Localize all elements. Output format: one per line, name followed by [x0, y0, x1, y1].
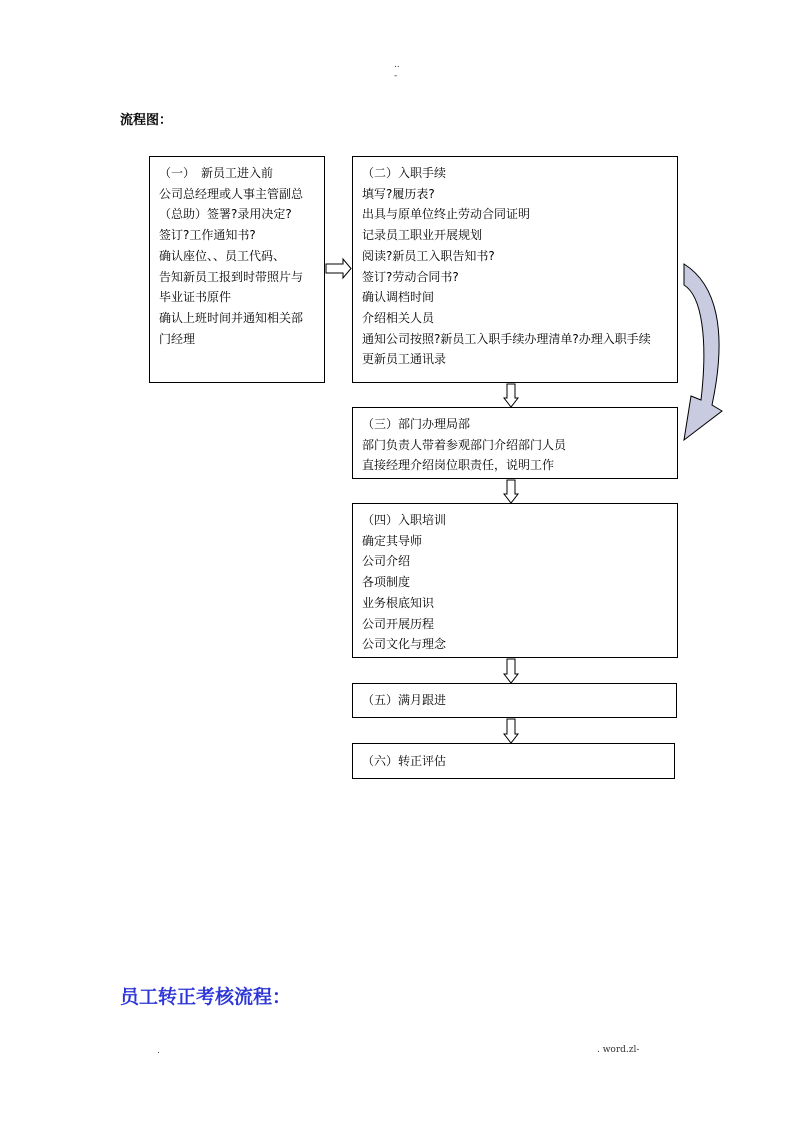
step-line: 更新员工通讯录 — [362, 352, 447, 367]
step-line: 签订?劳动合同书? — [362, 269, 459, 284]
step-line: 各项制度 — [362, 575, 411, 590]
step-line: 公司总经理或人事主管副总 — [159, 186, 304, 201]
flow-step-5 — [352, 683, 677, 718]
step-line: 告知新员工报到时带照片与 — [159, 269, 304, 284]
footer-right-mark: . word.zl- — [597, 1045, 640, 1055]
section-title: 员工转正考核流程： — [120, 986, 292, 1008]
step-line: （三）部门办理局部 — [362, 417, 471, 431]
step-line: 填写?履历表? — [362, 186, 435, 201]
step-line: 公司介绍 — [362, 554, 411, 569]
step-line: 介绍相关人员 — [362, 310, 435, 325]
right-arrow-icon — [326, 259, 351, 278]
step-line: 直接经理介绍岗位职责任，说明工作 — [362, 458, 555, 473]
flow-step-6 — [352, 743, 675, 779]
down-arrow-icon — [504, 480, 518, 503]
step-line: 确认上班时间并通知相关部 — [159, 310, 304, 325]
step-line: （一） 新员工进入前 — [159, 166, 274, 180]
down-arrow-icon — [504, 659, 518, 683]
step-line: 阅读?新员工入职告知书? — [362, 248, 495, 263]
step-line: （总助）签署?录用决定? — [159, 207, 292, 222]
step-line: 门经理 — [159, 331, 196, 346]
flow-step-1 — [149, 156, 325, 383]
step-line: 毕业证书原件 — [159, 290, 232, 305]
step-line: 记录员工职业开展规划 — [362, 228, 483, 243]
step-line: 业务根底知识 — [362, 595, 435, 610]
step-line: 公司开展历程 — [362, 616, 435, 631]
step-line: （四）入职培训 — [362, 513, 447, 527]
step-line: 部门负责人带着参观部门介绍部门人员 — [362, 437, 567, 452]
step-line: 签订?工作通知书? — [159, 228, 256, 243]
flow-step-2 — [352, 156, 678, 383]
down-arrow-icon — [504, 384, 518, 407]
header-mark-bottom: - — [394, 71, 398, 81]
step-line: 确定其导师 — [362, 533, 423, 548]
section-label: 流程图： — [120, 113, 173, 128]
step-line: 通知公司按照?新员工入职手续办理清单?办理入职手续 — [362, 331, 651, 346]
header-mark-top: .. — [394, 60, 400, 70]
curved-arrow-icon — [684, 264, 722, 440]
step-line: （二）入职手续 — [362, 166, 447, 180]
step-line: 确认座位、、员工代码、 — [159, 248, 286, 263]
down-arrow-icon — [504, 719, 518, 743]
flow-step-4 — [352, 503, 678, 658]
step-line: （六）转正评估 — [362, 754, 447, 768]
step-line: 确认调档时间 — [362, 290, 435, 305]
step-line: （五）满月跟进 — [362, 693, 447, 707]
flow-step-3 — [352, 407, 678, 479]
step-line: 出具与原单位终止劳动合同证明 — [362, 207, 531, 222]
step-line: 公司文化与理念 — [362, 637, 447, 652]
footer-left-mark: . — [157, 1046, 160, 1056]
